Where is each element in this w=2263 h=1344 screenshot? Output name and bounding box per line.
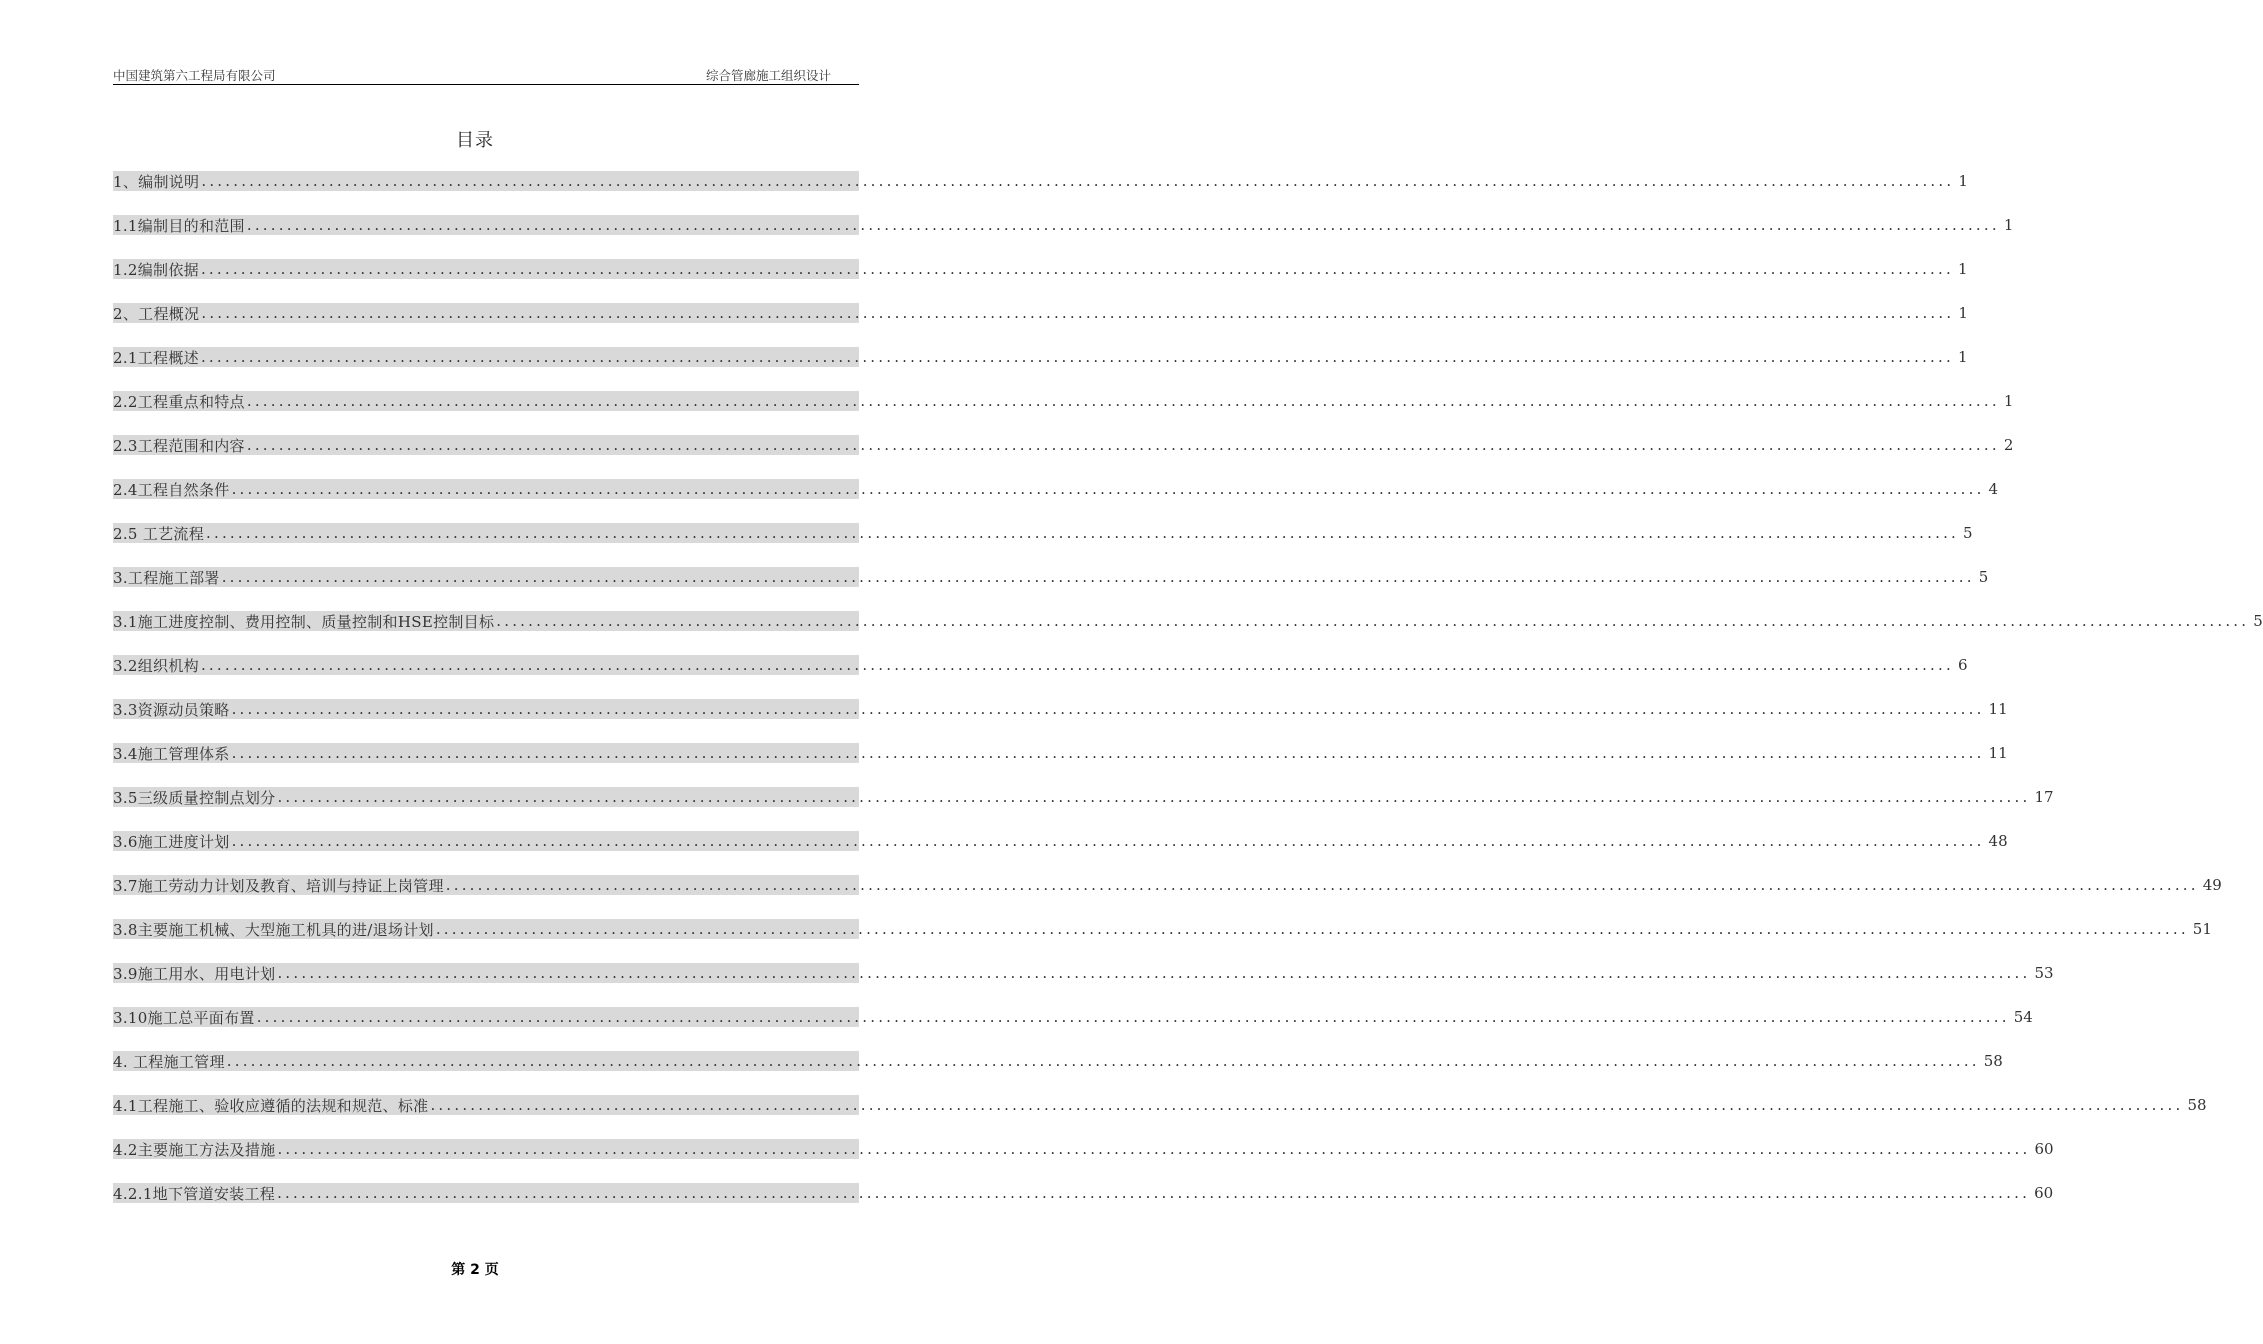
toc-dot-leader: ............................................................................................................................................................................................................................	[200, 260, 1954, 278]
toc-entry-title: 4. 工程施工管理	[113, 1052, 225, 1071]
toc-dot-leader: ............................................................................................................................................................................................................................	[231, 480, 1985, 498]
toc-entry-title: 3.7施工劳动力计划及教育、培训与持证上岗管理	[113, 876, 444, 895]
toc-entry-title: 1.2编制依据	[113, 260, 199, 279]
toc-entry-page: 11	[1988, 700, 2008, 718]
toc-entry-page: 11	[1988, 744, 2008, 762]
toc-entry-title: 2.5 工艺流程	[113, 524, 205, 543]
toc-entry-title: 2.3工程范围和内容	[113, 436, 245, 455]
toc-dot-leader: ............................................................................................................................................................................................................................	[201, 304, 1955, 322]
toc-entry-page: 1	[2003, 216, 2014, 234]
toc-entry-page: 60	[2034, 1184, 2054, 1202]
toc-entry-page: 48	[1988, 832, 2008, 850]
toc-dot-leader: ............................................................................................................................................................................................................................	[231, 832, 1985, 850]
toc-entry[interactable]	[113, 567, 1989, 587]
toc-entry-page: 49	[2202, 876, 2222, 894]
toc-entry[interactable]	[113, 1139, 2054, 1159]
toc-entry-title: 2.4工程自然条件	[113, 480, 230, 499]
toc-entry-title: 2.1工程概述	[113, 348, 199, 367]
toc-dot-leader: ............................................................................................................................................................................................................................	[200, 348, 1954, 366]
page-number: 第 2 页	[451, 1262, 499, 1278]
page-header	[113, 66, 859, 85]
toc-entry-page: 54	[2013, 1008, 2033, 1026]
toc-dot-leader: ............................................................................................................................................................................................................................	[246, 216, 2000, 234]
toc-entry-page: 1	[1957, 348, 1968, 366]
toc-entry-title: 3.10施工总平面布置	[113, 1008, 255, 1027]
toc-dot-leader: ............................................................................................................................................................................................................................	[435, 920, 2189, 938]
toc-entry-page: 17	[2034, 788, 2054, 806]
header-company: 中国建筑第六工程局有限公司	[113, 68, 276, 83]
toc-entry-page: 6	[1957, 656, 1968, 674]
toc-dot-leader: ............................................................................................................................................................................................................................	[246, 436, 2000, 454]
toc-entry-title: 1、编制说明	[113, 172, 200, 191]
toc-entry[interactable]	[113, 1183, 2054, 1203]
toc-entry[interactable]	[113, 963, 2054, 983]
toc-entry-page: 53	[2034, 964, 2054, 982]
toc-entry-page: 51	[2192, 920, 2212, 938]
toc-dot-leader: ............................................................................................................................................................................................................................	[445, 876, 2199, 894]
toc-entry-page: 60	[2034, 1140, 2054, 1158]
toc-entry-title: 3.1施工进度控制、费用控制、质量控制和HSE控制目标	[113, 612, 495, 631]
toc-entry[interactable]	[113, 1007, 2033, 1027]
toc-entry-title: 3.工程施工部署	[113, 568, 220, 587]
toc-entry-title: 1.1编制目的和范围	[113, 216, 245, 235]
toc-entry[interactable]	[113, 215, 2014, 235]
toc-entry-page: 1	[1958, 172, 1968, 190]
toc-entry-page: 58	[1983, 1052, 2003, 1070]
toc-entry[interactable]	[113, 435, 2014, 455]
toc-dot-leader: ............................................................................................................................................................................................................................	[200, 656, 1954, 674]
toc-dot-leader: ............................................................................................................................................................................................................................	[226, 1052, 1980, 1070]
toc-entry[interactable]	[113, 699, 2008, 719]
toc-dot-leader: ............................................................................................................................................................................................................................	[277, 1184, 2031, 1202]
toc-dot-leader: ............................................................................................................................................................................................................................	[277, 1140, 2031, 1158]
toc-entry[interactable]	[113, 259, 1968, 279]
toc-entry[interactable]	[113, 523, 1973, 543]
toc-dot-leader: ............................................................................................................................................................................................................................	[430, 1096, 2184, 1114]
toc-entry[interactable]	[113, 347, 1968, 367]
toc-dot-leader: ............................................................................................................................................................................................................................	[231, 700, 1985, 718]
toc-dot-leader: ............................................................................................................................................................................................................................	[496, 612, 2250, 630]
toc-entry-page: 2	[2003, 436, 2014, 454]
toc-entry-title: 3.6施工进度计划	[113, 832, 230, 851]
toc-entry[interactable]	[113, 303, 1968, 323]
toc-entry[interactable]	[113, 1095, 2207, 1115]
toc-dot-leader: ............................................................................................................................................................................................................................	[277, 788, 2031, 806]
toc-entry-page: 58	[2187, 1096, 2207, 1114]
toc-entry-page: 1	[1957, 260, 1968, 278]
toc-entry[interactable]	[113, 655, 1968, 675]
toc-entry-title: 4.2.1地下管道安装工程	[113, 1184, 276, 1203]
toc-entry-page: 5	[1978, 568, 1989, 586]
toc-entry-title: 3.8主要施工机械、大型施工机具的进/退场计划	[113, 920, 434, 939]
toc-entry[interactable]	[113, 391, 2014, 411]
toc-entry-page: 4	[1988, 480, 1999, 498]
toc-entry-title: 3.5三级质量控制点划分	[113, 788, 276, 807]
toc-entry-title: 4.1工程施工、验收应遵循的法规和规范、标准	[113, 1096, 429, 1115]
toc-entry-title: 3.4施工管理体系	[113, 744, 230, 763]
toc-entry-title: 2、工程概况	[113, 304, 200, 323]
toc-entry-title: 3.9施工用水、用电计划	[113, 964, 276, 983]
toc-entry[interactable]	[113, 1051, 2003, 1071]
toc-entry[interactable]	[113, 479, 1999, 499]
toc-entry[interactable]	[113, 919, 2212, 939]
toc-entry[interactable]	[113, 611, 2263, 631]
toc-dot-leader: ............................................................................................................................................................................................................................	[231, 744, 1985, 762]
toc-dot-leader: ............................................................................................................................................................................................................................	[277, 964, 2031, 982]
toc-entry-page: 1	[2003, 392, 2014, 410]
toc-entry-page: 5	[1963, 524, 1973, 542]
header-document-title: 综合管廊施工组织设计	[705, 68, 831, 83]
toc-entry-page: 1	[1958, 304, 1968, 322]
toc-entry-page: 5	[2253, 612, 2263, 630]
toc-entry[interactable]	[113, 171, 1968, 191]
toc-entry[interactable]	[113, 787, 2054, 807]
toc-dot-leader: ............................................................................................................................................................................................................................	[221, 568, 1975, 586]
toc-entry-title: 3.3资源动员策略	[113, 700, 230, 719]
toc-entry-title: 3.2组织机构	[113, 656, 199, 675]
toc-entry[interactable]	[113, 831, 2008, 851]
toc-dot-leader: ............................................................................................................................................................................................................................	[256, 1008, 2010, 1026]
toc-dot-leader: ............................................................................................................................................................................................................................	[201, 172, 1955, 190]
toc-entry-title: 4.2主要施工方法及措施	[113, 1140, 276, 1159]
toc-entry[interactable]	[113, 743, 2008, 763]
toc-entry-title: 2.2工程重点和特点	[113, 392, 245, 411]
table-of-contents	[113, 171, 2263, 1227]
toc-dot-leader: ............................................................................................................................................................................................................................	[206, 524, 1960, 542]
toc-dot-leader: ............................................................................................................................................................................................................................	[246, 392, 2000, 410]
toc-title: 目录	[456, 130, 494, 151]
toc-entry[interactable]	[113, 875, 2222, 895]
